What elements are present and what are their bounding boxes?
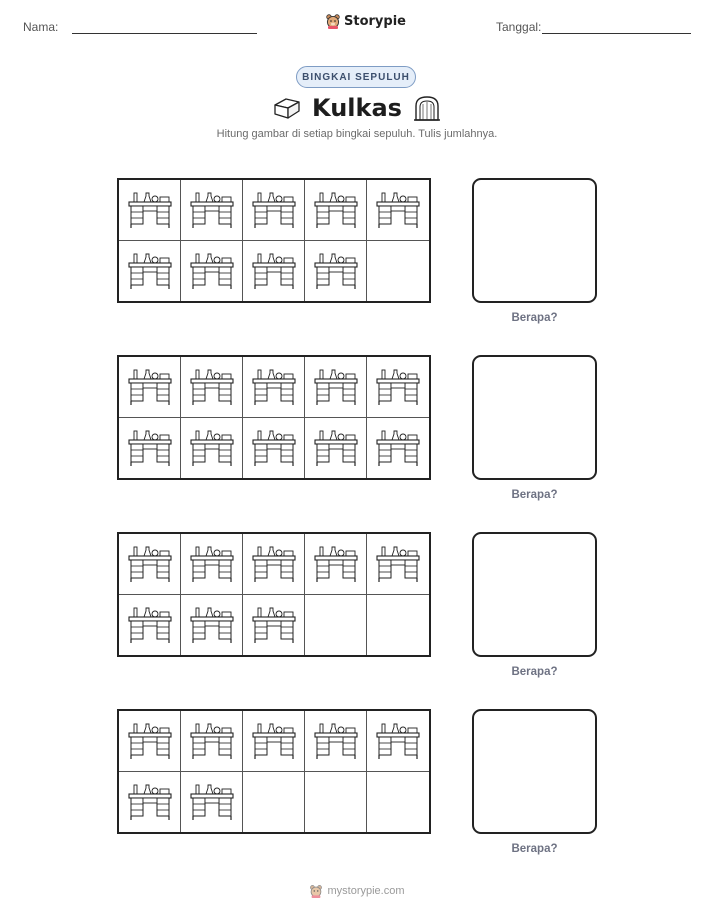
desk-with-lab-items-icon <box>188 783 236 821</box>
title-row <box>0 92 714 124</box>
desk-with-lab-items-icon <box>126 783 174 821</box>
desk-with-lab-items-icon <box>188 722 236 760</box>
desk-with-lab-items-icon <box>250 606 298 644</box>
answer-label-3: Berapa? <box>511 666 558 678</box>
frame-cell <box>305 241 367 302</box>
answer-box-1[interactable] <box>472 178 597 303</box>
name-line[interactable] <box>72 33 257 34</box>
name-label: Nama: <box>23 20 59 34</box>
desk-with-lab-items-icon <box>126 429 174 467</box>
desk-with-lab-items-icon <box>126 252 174 290</box>
desk-with-lab-items-icon <box>312 545 360 583</box>
frame-cell <box>305 180 367 241</box>
frame-cell <box>367 357 429 418</box>
frame-cell <box>243 772 305 833</box>
desk-with-lab-items-icon <box>188 252 236 290</box>
frame-cell <box>181 772 243 833</box>
footer-url[interactable]: mystorypie.com <box>327 885 405 897</box>
frame-cell <box>367 241 429 302</box>
desk-with-lab-items-icon <box>312 722 360 760</box>
desk-with-lab-items-icon <box>188 368 236 406</box>
desk-with-lab-items-icon <box>250 252 298 290</box>
desk-with-lab-items-icon <box>188 191 236 229</box>
frame-cell <box>181 418 243 479</box>
desk-with-lab-items-icon <box>250 429 298 467</box>
answer-box-3[interactable] <box>472 532 597 657</box>
desk-with-lab-items-icon <box>312 191 360 229</box>
frame-cell <box>119 772 181 833</box>
desk-with-lab-items-icon <box>250 722 298 760</box>
frame-cell <box>243 418 305 479</box>
frame-cell <box>305 534 367 595</box>
frame-cell <box>181 180 243 241</box>
ten-frame-4 <box>117 709 431 834</box>
desk-with-lab-items-icon <box>188 545 236 583</box>
page-title: Kulkas <box>312 94 402 122</box>
frame-cell <box>305 772 367 833</box>
answer-box-4[interactable] <box>472 709 597 834</box>
frame-cell <box>367 418 429 479</box>
desk-with-lab-items-icon <box>126 545 174 583</box>
frame-cell <box>181 357 243 418</box>
frame-cell <box>305 357 367 418</box>
desk-with-lab-items-icon <box>374 368 422 406</box>
frame-cell <box>119 241 181 302</box>
frame-cell <box>305 711 367 772</box>
desk-with-lab-items-icon <box>188 606 236 644</box>
bear-mascot-icon <box>309 884 323 898</box>
desk-with-lab-items-icon <box>374 191 422 229</box>
frame-cell <box>181 534 243 595</box>
frame-cell <box>243 241 305 302</box>
desk-with-lab-items-icon <box>312 252 360 290</box>
ten-frame-1 <box>117 178 431 303</box>
frame-cell <box>181 595 243 656</box>
frame-cell <box>243 711 305 772</box>
frame-cell <box>119 180 181 241</box>
desk-with-lab-items-icon <box>126 606 174 644</box>
brand-name: Storypie <box>344 13 406 29</box>
desk-with-lab-items-icon <box>126 368 174 406</box>
desk-with-lab-items-icon <box>312 429 360 467</box>
frame-cell <box>119 595 181 656</box>
frame-cell <box>367 711 429 772</box>
frame-cell <box>243 357 305 418</box>
frame-cell <box>367 772 429 833</box>
answer-label-2: Berapa? <box>511 489 558 501</box>
frame-cell <box>119 534 181 595</box>
frame-cell <box>243 595 305 656</box>
frame-cell <box>243 180 305 241</box>
desk-with-lab-items-icon <box>374 545 422 583</box>
frame-cell <box>181 711 243 772</box>
fridge-door-icon <box>412 94 442 122</box>
desk-with-lab-items-icon <box>312 368 360 406</box>
date-label: Tanggal: <box>496 20 542 34</box>
frame-cell <box>305 418 367 479</box>
answer-box-2[interactable] <box>472 355 597 480</box>
bear-mascot-icon <box>325 13 341 29</box>
frame-cell <box>367 595 429 656</box>
desk-with-lab-items-icon <box>374 722 422 760</box>
frame-cell <box>181 241 243 302</box>
desk-with-lab-items-icon <box>250 545 298 583</box>
frame-cell <box>367 180 429 241</box>
ten-frame-2 <box>117 355 431 480</box>
answer-label-1: Berapa? <box>511 312 558 324</box>
frame-cell <box>243 534 305 595</box>
desk-with-lab-items-icon <box>126 722 174 760</box>
date-line[interactable] <box>542 33 691 34</box>
frame-cell <box>367 534 429 595</box>
instruction-text: Hitung gambar di setiap bingkai sepuluh. Tulis jumlahnya. <box>216 128 498 140</box>
footer <box>0 884 714 898</box>
section-badge: BINGKAI SEPULUH <box>296 66 416 88</box>
frame-cell <box>119 357 181 418</box>
answer-label-4: Berapa? <box>511 843 558 855</box>
desk-with-lab-items-icon <box>374 429 422 467</box>
frame-cell <box>119 418 181 479</box>
brand-logo <box>325 13 406 29</box>
desk-with-lab-items-icon <box>126 191 174 229</box>
frame-cell <box>305 595 367 656</box>
ten-frame-3 <box>117 532 431 657</box>
desk-with-lab-items-icon <box>250 368 298 406</box>
desk-with-lab-items-icon <box>188 429 236 467</box>
desk-with-lab-items-icon <box>250 191 298 229</box>
frame-cell <box>119 711 181 772</box>
